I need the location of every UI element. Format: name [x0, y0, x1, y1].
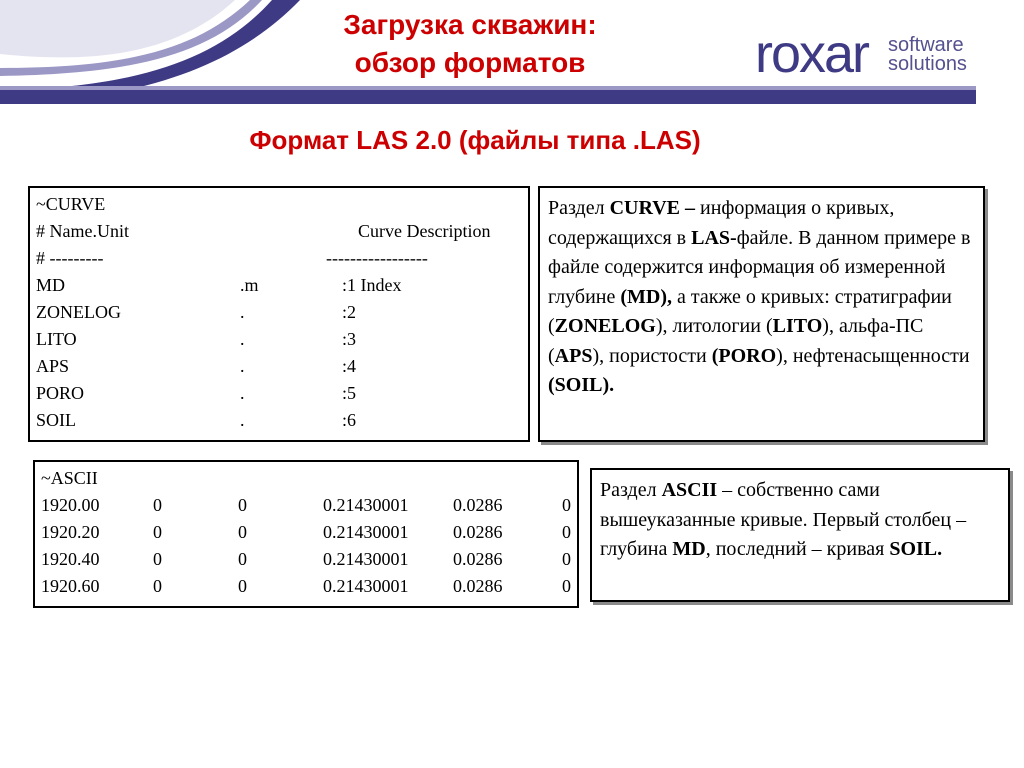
slide-title-line-2: обзор форматов [354, 47, 586, 78]
slide-title-line-1: Загрузка скважин: [343, 9, 597, 40]
curve-desc-bold: CURVE – [609, 197, 695, 219]
curve-row-name: PORO [36, 383, 85, 403]
curve-row-desc: :2 [342, 302, 357, 322]
curve-row-desc: :5 [342, 383, 357, 403]
ascii-cell-depth: 1920.20 [41, 522, 100, 542]
curve-row [36, 326, 522, 353]
curve-desc-bold: (MD), [620, 285, 673, 308]
slide-subtitle: Формат LAS 2.0 (файлы типа .LAS) [249, 125, 701, 155]
curve-row-desc: :1 Index [342, 275, 402, 295]
curve-row [36, 272, 522, 299]
logo-tagline-line-1: software [888, 34, 964, 56]
curve-row-desc: :4 [342, 356, 357, 376]
curve-desc-bold: ZONELOG [554, 315, 656, 337]
curve-desc-bold: (SOIL). [548, 374, 615, 396]
curve-row-name: LITO [36, 329, 77, 349]
curve-desc-text: файле. В данном примере в файле содержится информация об измеренной глубине [548, 226, 971, 308]
logo-wordmark: roxar [755, 24, 869, 84]
ascii-cell-soil: 0 [562, 495, 571, 515]
curve-row-desc: :3 [342, 329, 357, 349]
ascii-cell: 0 [153, 549, 162, 569]
roxar-logo [755, 24, 985, 86]
ascii-cell-depth: 1920.40 [41, 549, 100, 569]
ascii-header: ~ASCII [41, 468, 98, 488]
curve-row-desc: :6 [342, 410, 357, 430]
curve-row-name: ZONELOG [36, 302, 121, 322]
ascii-cell: 0.21430001 [323, 576, 409, 596]
curve-desc-text: ), нефтенасыщенности [776, 344, 970, 367]
ascii-cell: 0 [153, 495, 162, 515]
ascii-cell: 0 [153, 522, 162, 542]
banner-bottom-highlight [0, 86, 976, 90]
ascii-cell: 0 [238, 495, 247, 515]
curve-desc-bold: (PORO [711, 344, 777, 367]
ascii-desc-bold: ASCII [661, 479, 718, 501]
curve-header-row [36, 191, 522, 218]
curve-row-name: MD [36, 275, 66, 295]
ascii-cell-depth: 1920.60 [41, 576, 100, 596]
ascii-desc-bold: MD [672, 538, 706, 560]
curve-row-unit: . [240, 410, 245, 430]
ascii-cell: 0 [238, 522, 247, 542]
ascii-data-row [41, 546, 571, 573]
curve-col-name-header: # Name.Unit [36, 221, 129, 241]
ascii-data-row [41, 519, 571, 546]
ascii-cell: 0.21430001 [323, 549, 409, 569]
curve-desc-text: ), пористости [592, 344, 712, 367]
ascii-desc-bold: SOIL. [889, 538, 943, 560]
curve-row-unit: . [240, 302, 245, 322]
slide-title [270, 6, 670, 82]
curve-description-box [538, 186, 985, 442]
ascii-cell: 0.0286 [453, 576, 503, 596]
curve-row-unit: .m [240, 275, 259, 295]
curve-row [36, 353, 522, 380]
curve-desc-text: Раздел [548, 197, 610, 219]
curve-desc-text: а также о кривых: стратиграфии ( [548, 285, 952, 337]
curve-row [36, 407, 522, 434]
ascii-cell: 0 [153, 576, 162, 596]
ascii-cell-soil: 0 [562, 549, 571, 569]
ascii-desc-text: Раздел [600, 479, 662, 501]
ascii-cell: 0 [238, 549, 247, 569]
curve-section-box [28, 186, 530, 442]
ascii-cell: 0.0286 [453, 549, 503, 569]
logo-tagline-line-2: solutions [888, 53, 967, 75]
curve-header: ~CURVE [36, 194, 106, 214]
ascii-section-box [33, 460, 579, 608]
curve-row [36, 380, 522, 407]
ascii-cell-soil: 0 [562, 576, 571, 596]
curve-desc-text: ), альфа-ПС ( [548, 315, 924, 367]
curve-desc-bold: LITO [772, 315, 823, 337]
curve-desc-text: ), литологии ( [655, 315, 773, 337]
ascii-header-row [41, 465, 571, 492]
curve-dashes-name: # --------- [36, 248, 104, 268]
ascii-data-row [41, 573, 571, 600]
ascii-cell: 0.0286 [453, 495, 503, 515]
curve-row-unit: . [240, 383, 245, 403]
curve-row-name: APS [36, 356, 70, 376]
curve-dashes-desc: ----------------- [326, 248, 428, 268]
curve-row [36, 299, 522, 326]
curve-column-header-row [36, 218, 522, 245]
banner-bottom-band [0, 90, 976, 104]
ascii-cell-soil: 0 [562, 522, 571, 542]
curve-row-unit: . [240, 329, 245, 349]
ascii-desc-text: , последний – кривая [705, 538, 890, 560]
curve-row-name: SOIL [36, 410, 76, 430]
ascii-cell-depth: 1920.00 [41, 495, 100, 515]
curve-desc-bold: APS [554, 344, 593, 367]
ascii-cell: 0.0286 [453, 522, 503, 542]
ascii-cell: 0.21430001 [323, 522, 409, 542]
curve-row-unit: . [240, 356, 245, 376]
ascii-description-box [590, 468, 1010, 602]
ascii-data-row [41, 492, 571, 519]
curve-col-desc-header: Curve Description [358, 221, 491, 241]
logo-tagline [888, 36, 988, 74]
curve-desc-text: информация о кривых, содержащихся в [548, 197, 895, 249]
banner-swoosh-light [0, 0, 235, 57]
ascii-cell: 0 [238, 576, 247, 596]
ascii-cell: 0.21430001 [323, 495, 409, 515]
curve-desc-bold: LAS- [691, 226, 737, 249]
curve-dashes-row [36, 245, 522, 272]
ascii-desc-text: – собственно сами вышеуказанные кривые. Первый столбец – глубина [600, 479, 967, 560]
